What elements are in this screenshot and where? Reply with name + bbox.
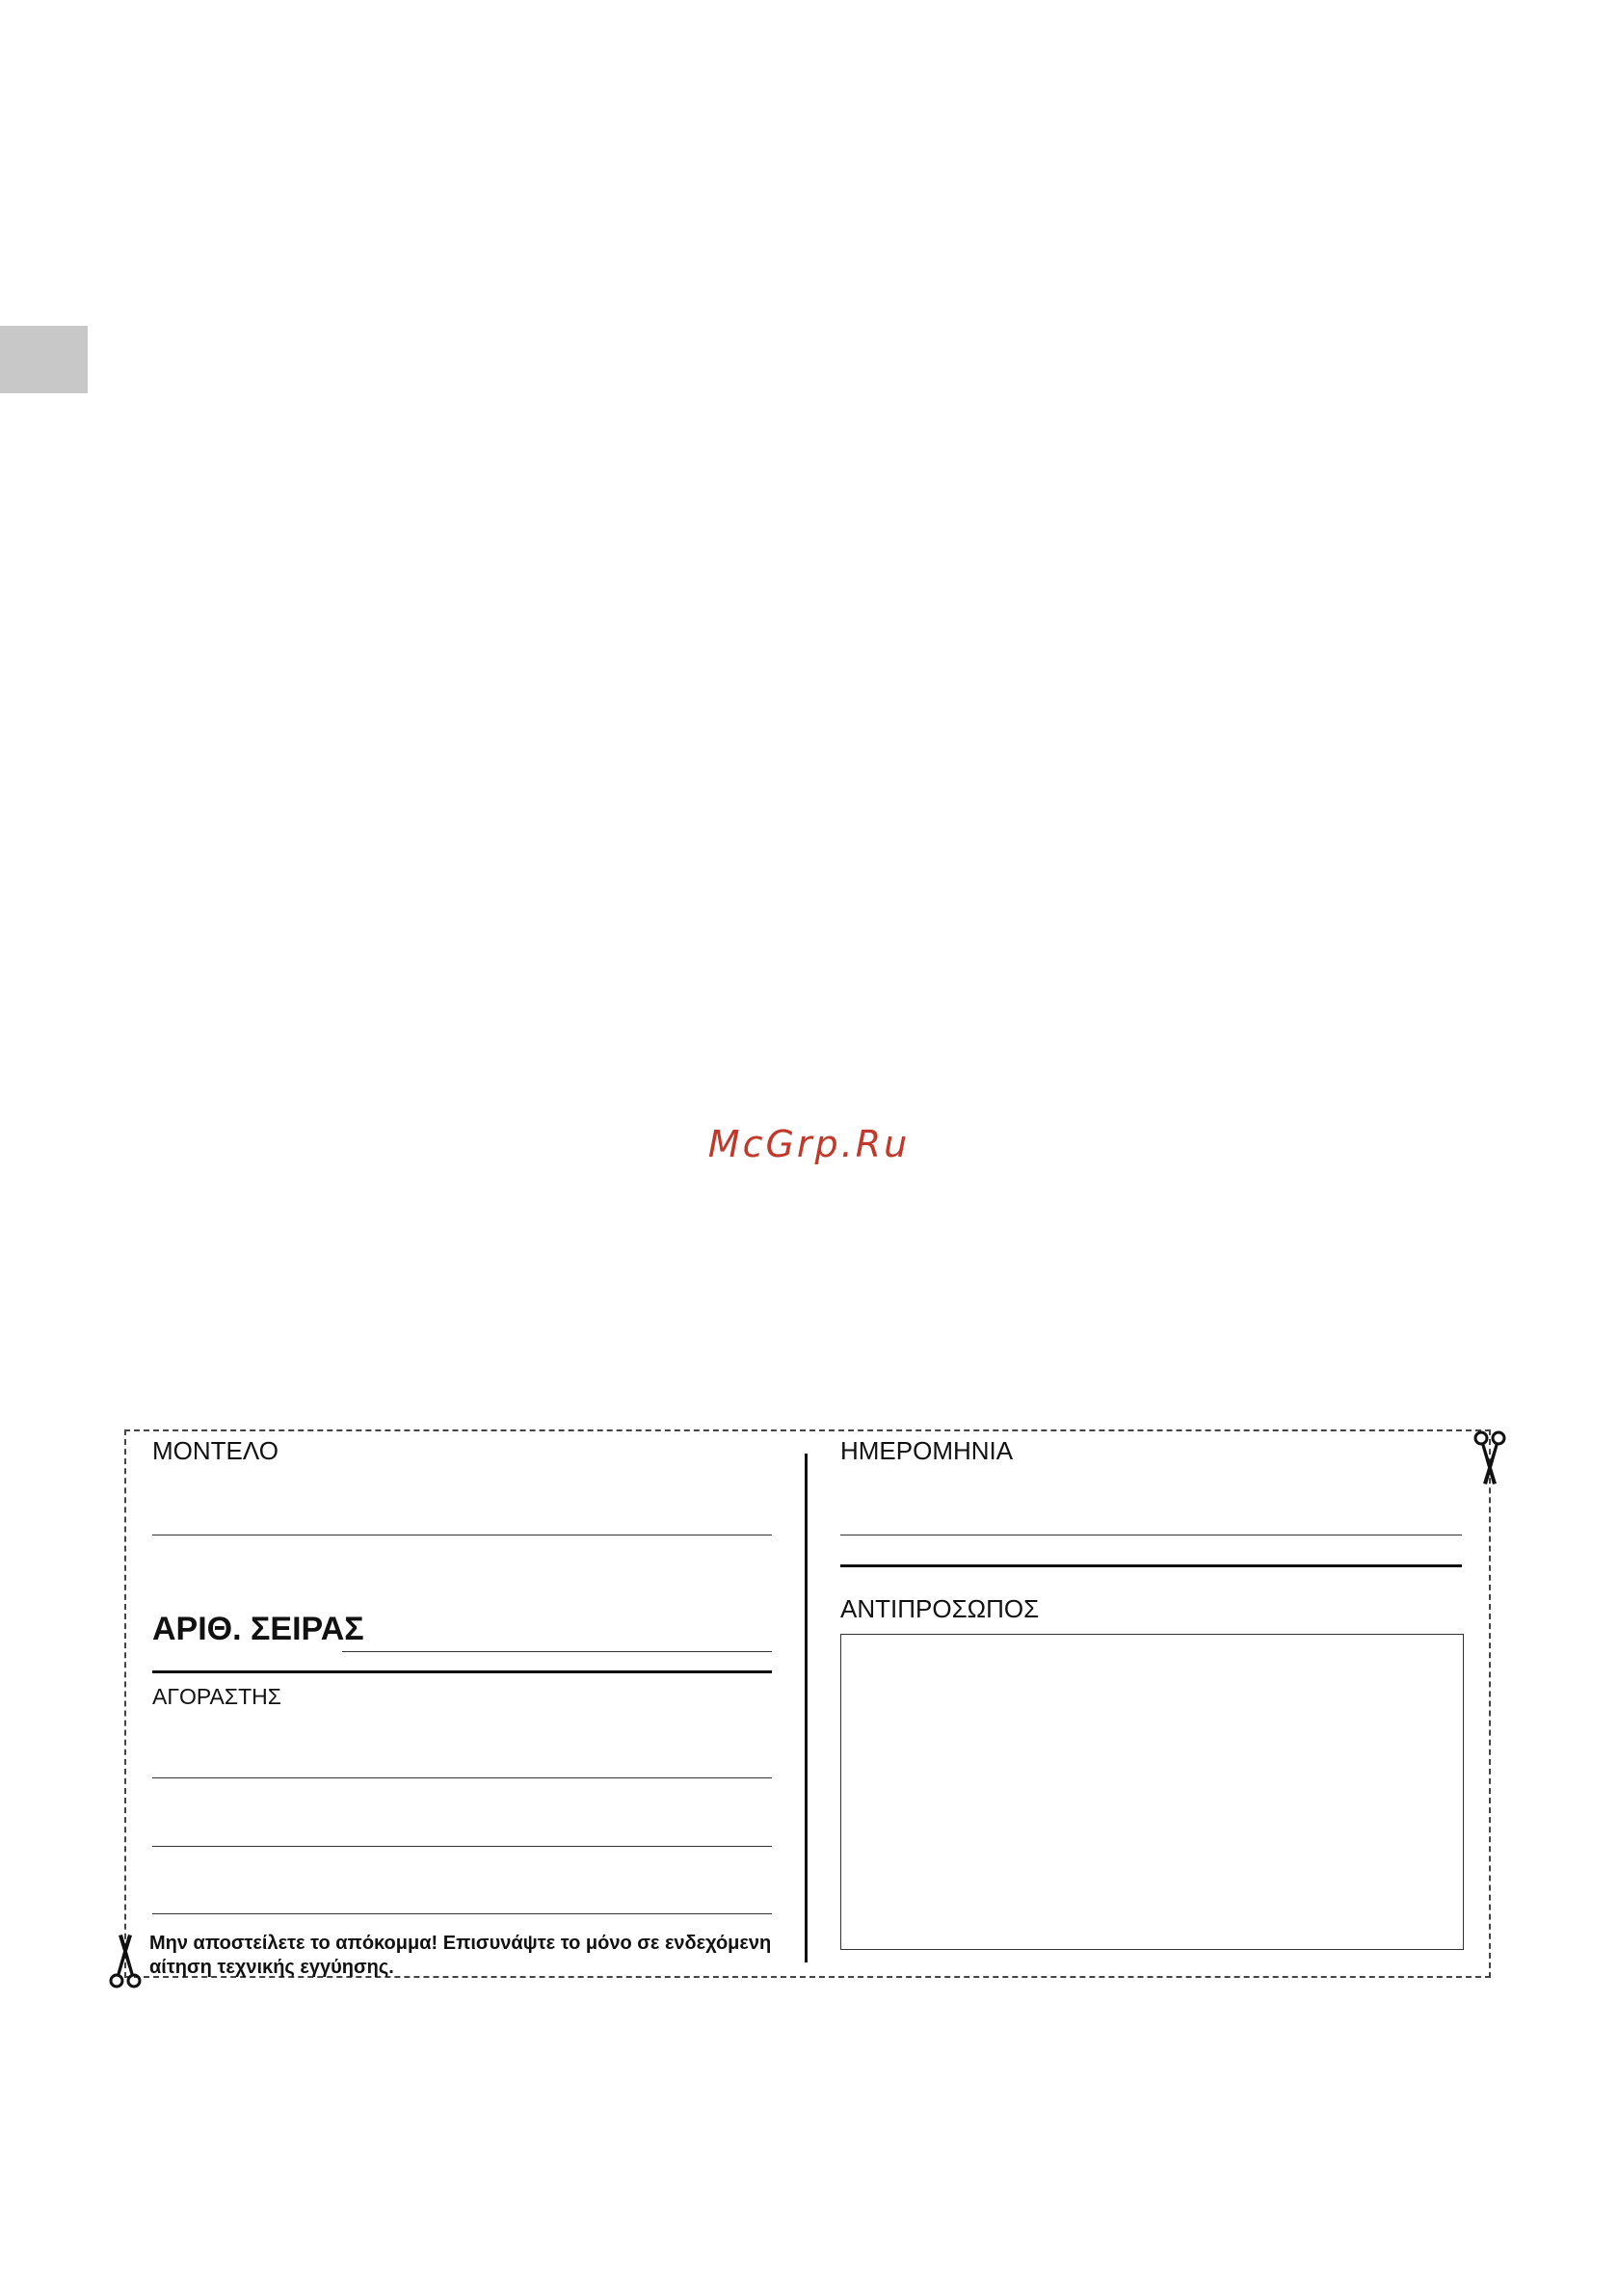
scissors-icon [108,1932,143,1989]
date-divider [840,1564,1462,1567]
serial-line [342,1651,772,1652]
watermark: McGrp.Ru [707,1123,911,1165]
model-label: ΜΟΝΤΕΛΟ [152,1436,279,1465]
serial-label: ΑΡΙΘ. ΣΕΙΡΑΣ [152,1611,364,1647]
buyer-line-3 [152,1913,772,1914]
dealer-label: ΑΝΤΙΠΡΟΣΩΠΟΣ [840,1594,1040,1623]
scissors-icon [1472,1429,1507,1487]
buyer-line-2 [152,1846,772,1847]
date-label: ΗΜΕΡΟΜΗΝΙΑ [840,1436,1014,1465]
coupon-note: Μην αποστείλετε το απόκομμα! Επισυνάψτε το μόνο σε ενδεχόμενη αίτηση τεχνικής εγγύησης. [149,1933,772,1978]
dealer-stamp-box [840,1634,1464,1950]
serial-divider [152,1670,772,1673]
buyer-label: ΑΓΟΡΑΣΤΗΣ [152,1684,281,1709]
grey-page-tab [0,326,88,393]
column-divider [805,1454,808,1962]
buyer-line-1 [152,1777,772,1778]
